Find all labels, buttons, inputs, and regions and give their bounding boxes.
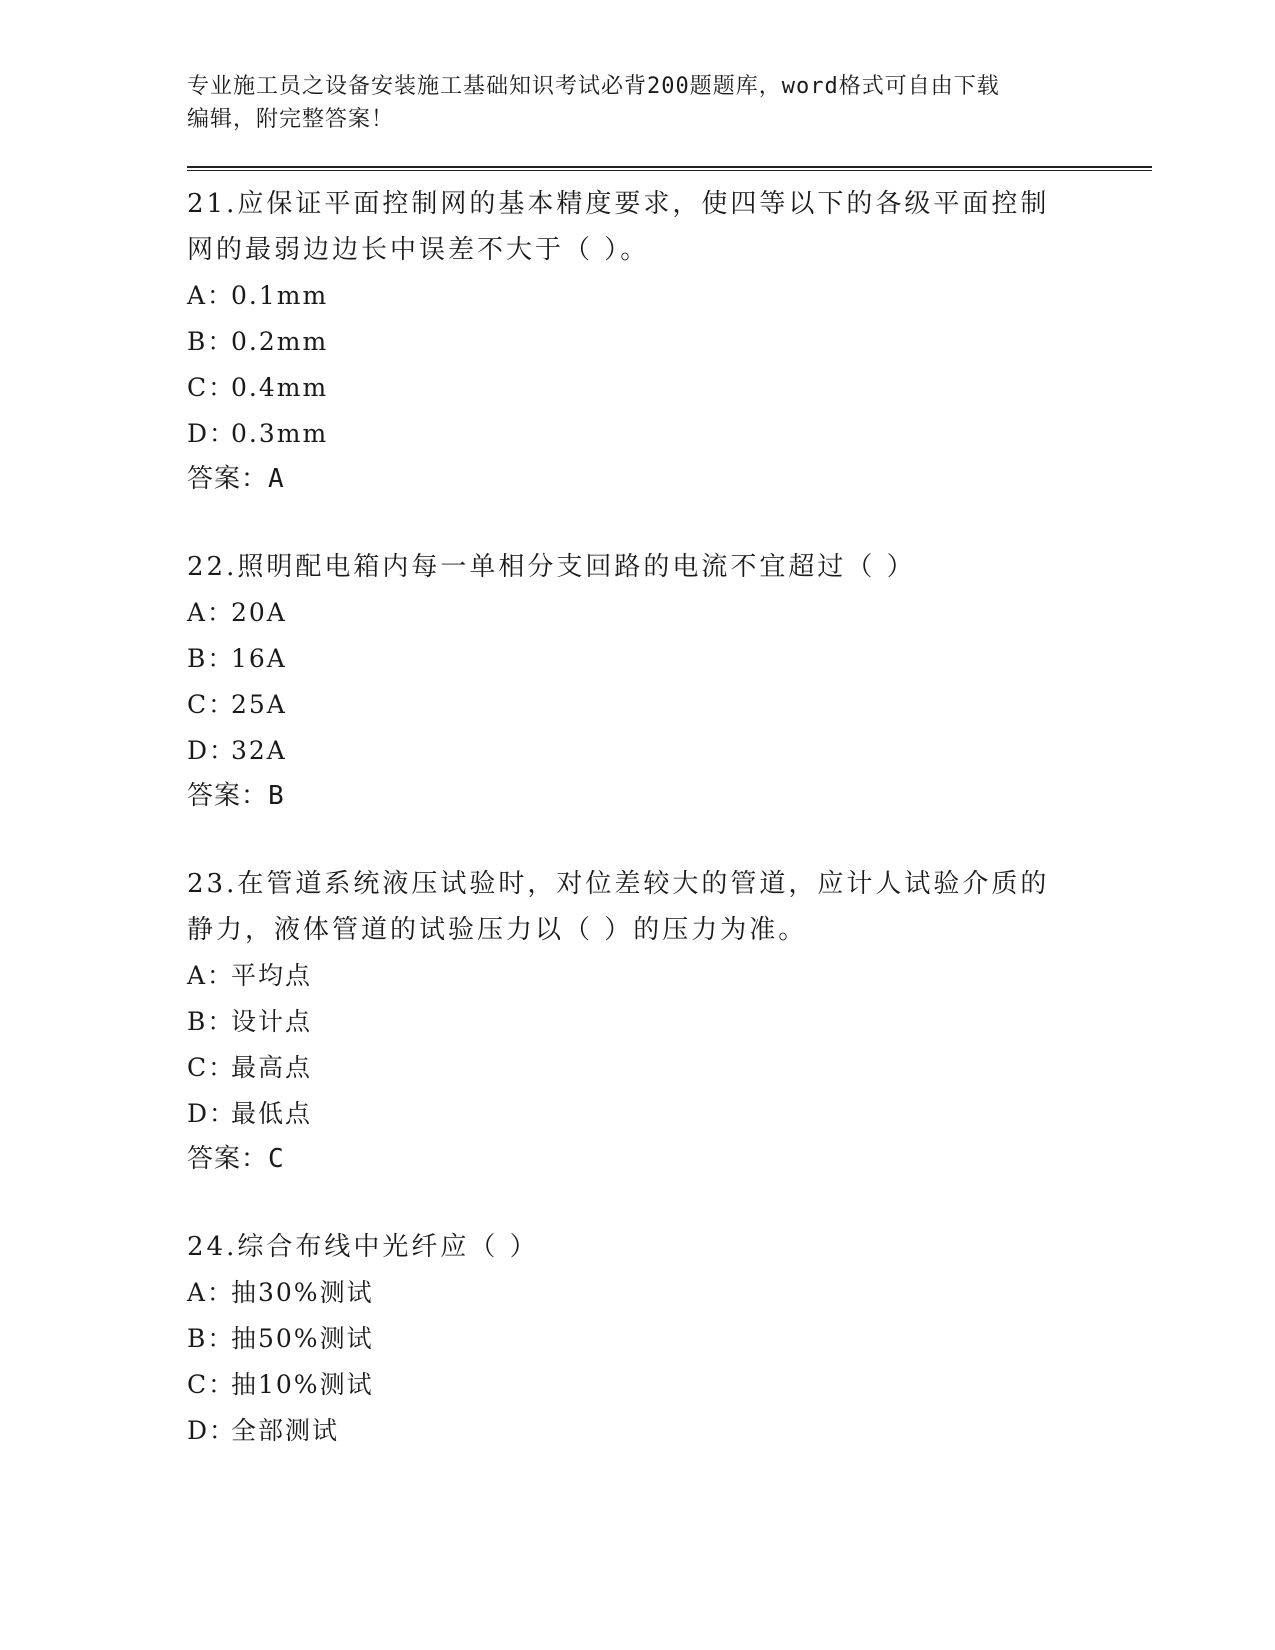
option-key: B： (187, 327, 235, 356)
answer-line (187, 457, 1152, 501)
answer-line (187, 1137, 1152, 1181)
option-key: D： (187, 419, 237, 448)
option-key: A： (187, 598, 235, 627)
answer-label: 答案： (187, 781, 269, 811)
option-c (187, 1362, 1152, 1408)
option-key: A： (187, 961, 235, 990)
option-value: 全部测试 (231, 1416, 340, 1445)
option-key: D： (187, 1416, 237, 1445)
option-c (187, 1045, 1152, 1091)
option-key: A： (187, 1278, 235, 1307)
option-value: 最低点 (231, 1099, 313, 1128)
question-23 (187, 861, 1152, 1181)
question-text: 24.综合布线中光纤应（ ） (187, 1232, 539, 1262)
option-value: 16A (231, 644, 287, 673)
option-key: C： (187, 1053, 236, 1082)
option-a (187, 590, 1152, 636)
option-b (187, 636, 1152, 682)
answer-value: B (268, 781, 285, 811)
option-value: 32A (231, 736, 287, 765)
option-key: B： (187, 1007, 235, 1036)
option-d (187, 728, 1152, 774)
option-value: 抽50%测试 (231, 1324, 374, 1353)
option-value: 抽10%测试 (231, 1370, 374, 1399)
option-c (187, 365, 1152, 411)
question-text: 21.应保证平面控制网的基本精度要求，使四等以下的各级平面控制网的最弱边边长中误差不大于（ ）。 (187, 189, 1050, 265)
header-divider (187, 166, 1152, 171)
question-text: 23.在管道系统液压试验时，对位差较大的管道，应计人试验介质的静力，液体管道的试验压力以（ ）的压力为准。 (187, 869, 1050, 945)
question-text: 22.照明配电箱内每一单相分支回路的电流不宜超过（ ） (187, 552, 916, 582)
option-value: 抽30%测试 (231, 1278, 374, 1307)
option-b (187, 1316, 1152, 1362)
question-22 (187, 544, 1152, 818)
answer-value: A (268, 464, 285, 494)
option-d (187, 1408, 1152, 1454)
question-21 (187, 181, 1152, 501)
option-value: 0.4mm (231, 373, 329, 402)
question-24 (187, 1224, 1152, 1454)
option-value: 平均点 (231, 961, 313, 990)
option-c (187, 682, 1152, 728)
option-value: 最高点 (231, 1053, 313, 1082)
option-key: B： (187, 644, 235, 673)
document-header (187, 70, 1067, 136)
option-d (187, 1091, 1152, 1137)
option-a (187, 953, 1152, 999)
option-key: C： (187, 690, 236, 719)
option-key: D： (187, 1099, 237, 1128)
option-value: 0.1mm (231, 281, 329, 310)
option-a (187, 273, 1152, 319)
answer-line (187, 774, 1152, 818)
option-value: 0.3mm (231, 419, 329, 448)
option-value: 0.2mm (231, 327, 329, 356)
option-value: 20A (231, 598, 287, 627)
question-list (187, 181, 1152, 1454)
option-key: C： (187, 373, 236, 402)
option-b (187, 319, 1152, 365)
document-page (187, 70, 1152, 1497)
answer-label: 答案： (187, 1144, 269, 1174)
answer-value: C (268, 1144, 285, 1174)
option-key: A： (187, 281, 235, 310)
option-value: 设计点 (231, 1007, 313, 1036)
header-line-2: 编辑，附完整答案！ (187, 107, 395, 132)
header-line-1: 专业施工员之设备安装施工基础知识考试必背200题题库，word格式可自由下载 (187, 74, 1000, 99)
option-key: D： (187, 736, 237, 765)
option-key: C： (187, 1370, 236, 1399)
option-b (187, 999, 1152, 1045)
option-key: B： (187, 1324, 235, 1353)
option-value: 25A (231, 690, 287, 719)
option-d (187, 411, 1152, 457)
answer-label: 答案： (187, 464, 269, 494)
option-a (187, 1270, 1152, 1316)
